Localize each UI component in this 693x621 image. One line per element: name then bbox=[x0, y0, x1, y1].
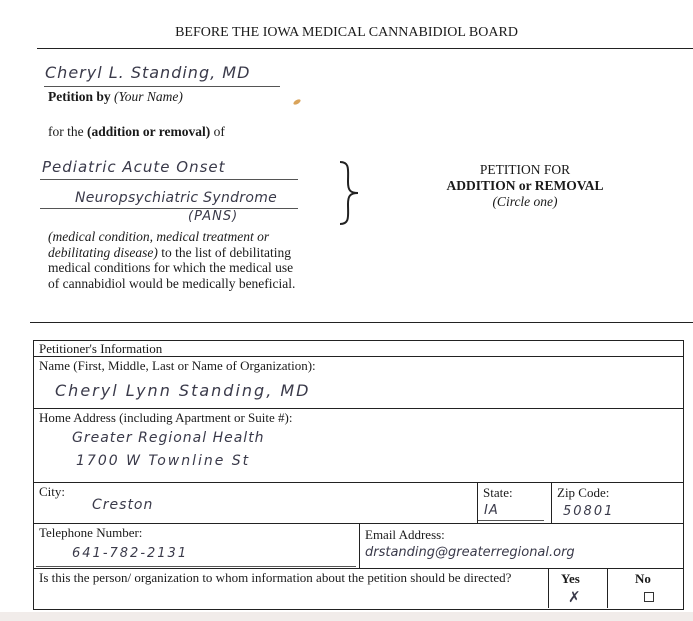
form-row-line-5 bbox=[33, 568, 683, 569]
zip-divider bbox=[551, 482, 552, 523]
zip-field[interactable]: 50801 bbox=[563, 504, 615, 519]
address-field-line2[interactable]: 1700 W Townline St bbox=[76, 453, 251, 469]
yes-check-mark: ✗ bbox=[568, 588, 582, 606]
petition-type-line2[interactable]: ADDITION or REMOVAL bbox=[446, 178, 604, 193]
condition-description-rest: to the list of debilitating medical conditions for which the medical use of cannabidiol would be medically beneficial. bbox=[48, 244, 296, 291]
no-divider bbox=[607, 568, 608, 608]
header-divider bbox=[37, 48, 693, 49]
curly-brace bbox=[336, 160, 362, 226]
zip-label: Zip Code: bbox=[557, 485, 610, 500]
yes-checkbox[interactable] bbox=[568, 588, 582, 607]
email-divider bbox=[359, 523, 360, 568]
direct-question: Is this the person/ organization to whom information about the petition should be directed? bbox=[39, 570, 512, 585]
no-checkbox[interactable] bbox=[644, 592, 654, 602]
petition-by-hint: (Your Name) bbox=[114, 89, 183, 104]
condition-description-italic: (medical condition, medical treatment or debilitating disease) bbox=[48, 229, 270, 260]
condition-line-1[interactable]: Pediatric Acute Onset bbox=[42, 158, 226, 176]
phone-label: Telephone Number: bbox=[39, 525, 143, 540]
form-row-line-4 bbox=[33, 523, 683, 524]
yes-divider bbox=[548, 568, 549, 608]
email-label: Email Address: bbox=[365, 527, 445, 542]
phone-underline bbox=[36, 566, 356, 567]
for-the-line bbox=[48, 124, 225, 140]
state-label: State: bbox=[483, 485, 513, 500]
petition-by-label bbox=[48, 89, 183, 105]
no-label: No bbox=[635, 571, 651, 586]
section-divider bbox=[30, 322, 693, 323]
scan-edge bbox=[0, 612, 693, 621]
petition-type-block bbox=[425, 162, 625, 210]
address-label: Home Address (including Apartment or Suite #): bbox=[39, 410, 293, 425]
form-row-line-2 bbox=[33, 408, 683, 409]
form-row-line-3 bbox=[33, 482, 683, 483]
condition-underline-1 bbox=[40, 179, 298, 180]
city-label: City: bbox=[39, 484, 66, 499]
condition-underline-2 bbox=[40, 208, 298, 209]
state-underline bbox=[478, 520, 544, 521]
for-the-bold: (addition or removal) bbox=[86, 124, 211, 139]
pen-mark bbox=[293, 98, 302, 105]
condition-line-2[interactable]: Neuropsychiatric Syndrome bbox=[75, 190, 278, 206]
city-field[interactable]: Creston bbox=[92, 497, 154, 513]
for-the-post: of bbox=[213, 124, 225, 139]
yes-label: Yes bbox=[561, 571, 580, 586]
state-field[interactable]: IA bbox=[484, 503, 499, 518]
name-label: Name (First, Middle, Last or Name of Organization): bbox=[39, 358, 316, 373]
condition-line-3[interactable]: (PANS) bbox=[188, 209, 239, 224]
form-row-line-1 bbox=[33, 356, 683, 357]
petitioner-name-handwritten[interactable]: Cheryl L. Standing, MD bbox=[45, 63, 251, 82]
phone-field[interactable]: 641-782-2131 bbox=[72, 546, 189, 561]
section-title: Petitioner's Information bbox=[39, 341, 163, 356]
for-the-pre: for the bbox=[48, 124, 84, 139]
petition-type-line3: (Circle one) bbox=[492, 194, 558, 209]
petitioner-name-line bbox=[44, 86, 280, 87]
address-field-line1[interactable]: Greater Regional Health bbox=[72, 430, 265, 446]
petition-by-text: Petition by bbox=[48, 89, 111, 104]
document-title: BEFORE THE IOWA MEDICAL CANNABIDIOL BOARD bbox=[175, 25, 518, 40]
condition-description bbox=[48, 229, 303, 291]
email-field[interactable]: drstanding@greaterregional.org bbox=[365, 545, 575, 560]
petition-type-line1: PETITION FOR bbox=[479, 162, 571, 177]
name-field[interactable]: Cheryl Lynn Standing, MD bbox=[55, 381, 311, 400]
state-divider bbox=[477, 482, 478, 523]
